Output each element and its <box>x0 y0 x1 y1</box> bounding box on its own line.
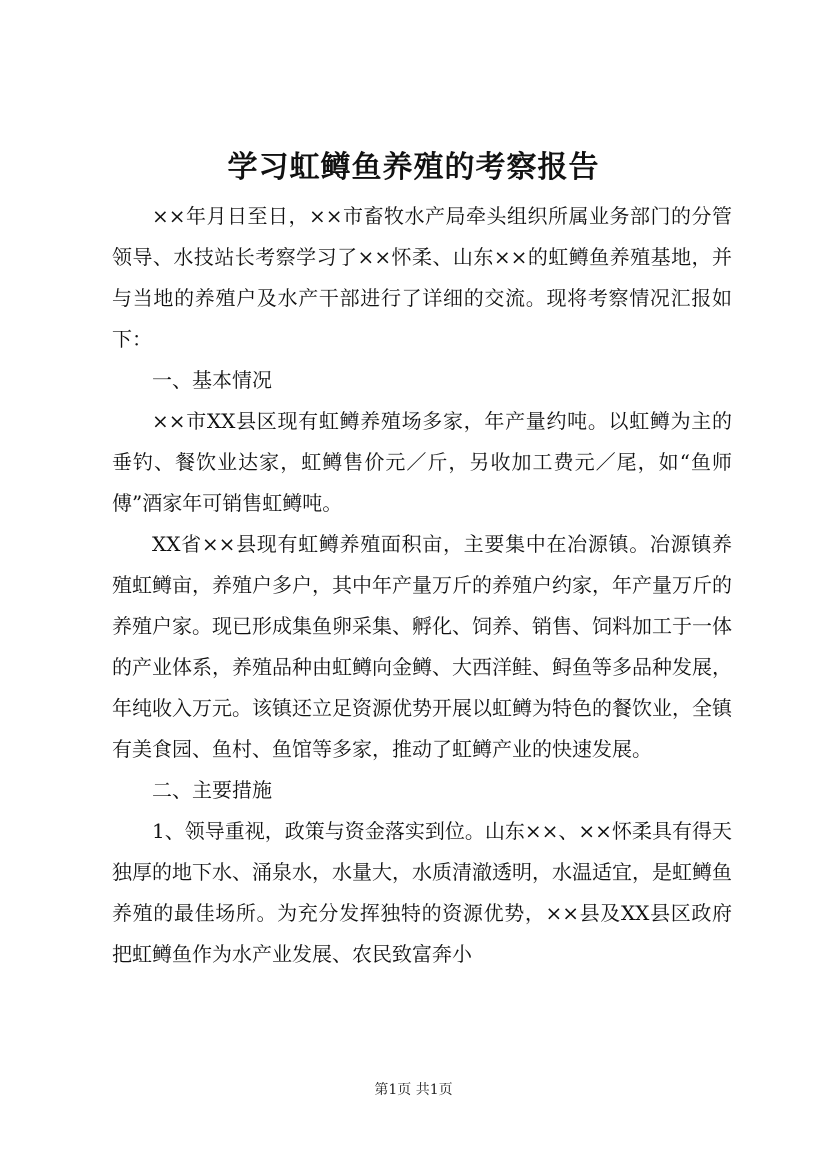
paragraph-measures-1: 1、领导重视，政策与资金落实到位。山东××、××怀柔具有得天独厚的地下水、涌泉水，水量大，水质清澈透明，水温适宜，是虹鳟鱼养殖的最佳场所。为充分发挥独特的资源优势，××县及XX县区政府把虹鳟鱼作为水产业发展、农民致富奔小 <box>112 819 732 966</box>
paragraph-intro: ××年月日至日，××市畜牧水产局牵头组织所属业务部门的分管领导、水技站长考察学习了××怀柔、山东××的虹鳟鱼养殖基地，并与当地的养殖户及水产干部进行了详细的交流。现将考察情况汇报如下： <box>112 204 732 351</box>
document-body <box>112 196 732 975</box>
paragraph-basic-1: ××市XX县区现有虹鳟养殖场多家，年产量约吨。以虹鳟为主的垂钓、餐饮业达家，虹鳟售价元／斤，另收加工费元／尾，如“鱼师傅”酒家年可销售虹鳟吨。 <box>112 409 732 515</box>
page-footer: 第1页 共1页 <box>374 1082 453 1098</box>
document-title: 学习虹鳟鱼养殖的考察报告 <box>227 150 600 185</box>
paragraph-basic-2: XX省××县现有虹鳟养殖面积亩，主要集中在冶源镇。冶源镇养殖虹鳟亩，养殖户多户，其中年产量万斤的养殖户约家，年产量万斤的养殖户家。现已形成集鱼卵采集、孵化、饲养、销售、饲料加工于一体的产业体系，养殖品种由虹鳟向金鳟、大西洋鲑、鲟鱼等多品种发展，年纯收入万元。该镇还立足资源优势开展以虹鳟为特色的餐饮业，全镇有美食园、鱼村、鱼馆等多家，推动了虹鳟产业的快速发展。 <box>112 532 732 761</box>
section-heading-basic: 一、基本情况 <box>152 368 272 392</box>
section-heading-measures: 二、主要措施 <box>152 778 272 802</box>
